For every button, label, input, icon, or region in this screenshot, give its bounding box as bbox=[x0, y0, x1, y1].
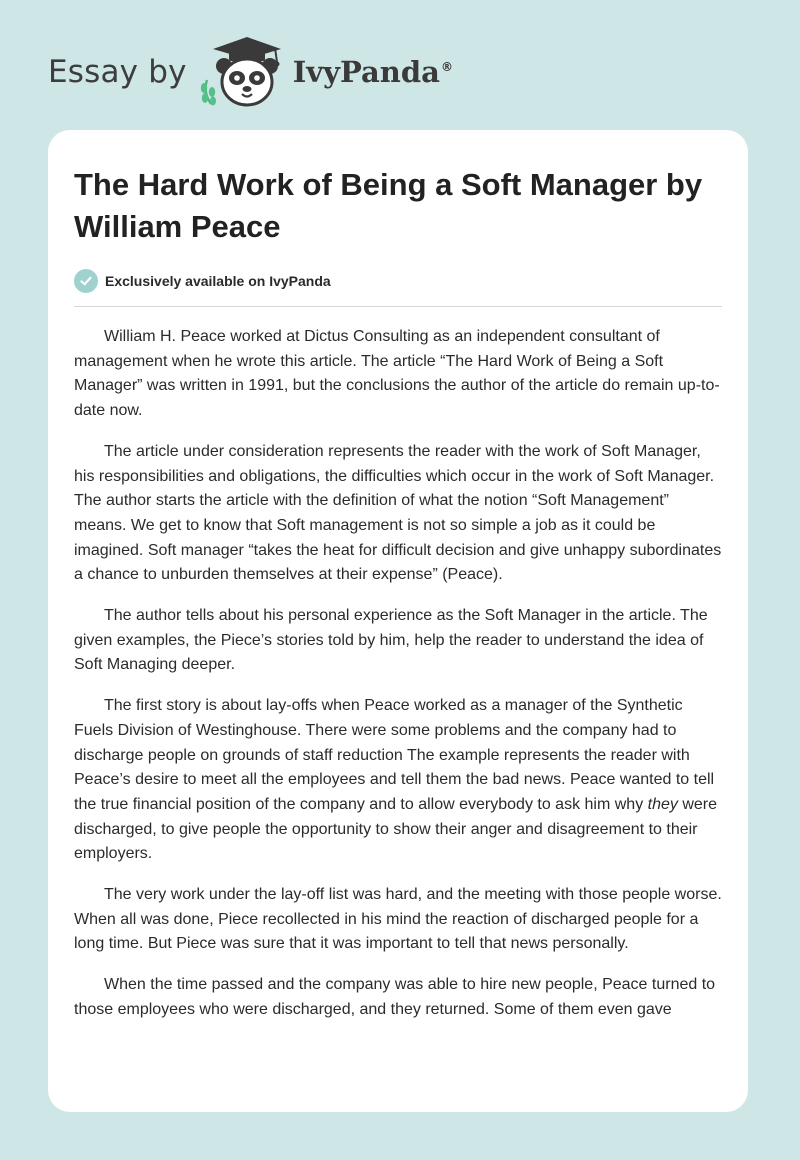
essay-card bbox=[48, 130, 748, 1112]
paragraph-6: When the time passed and the company was able to hire new people, Peace turned to those employees who were discharged, and they returned. Some of them even gave bbox=[74, 976, 716, 1018]
essay-by-label: Essay by bbox=[48, 54, 187, 90]
paragraph-4-part-1: The first story is about lay-offs when Peace worked as a manager of the Synthetic Fuels Division of Westinghouse. There were some problems and the company had to discharge people on grounds of staff reduction The example represents the reader with Peace’s desire to meet all the employees and tell them the bad news. Peace wanted to tell the true financial position of the company and to allow everybody to ask him why bbox=[74, 697, 715, 813]
check-badge-icon bbox=[74, 269, 98, 293]
brand-name[interactable] bbox=[293, 55, 453, 89]
exclusive-notice bbox=[74, 268, 722, 294]
paragraph-4-part-2: were discharged, to give people the opportunity to show their anger and disagreement to their employers. bbox=[74, 795, 718, 863]
panda-logo-icon[interactable] bbox=[199, 34, 291, 110]
site-header bbox=[48, 34, 453, 110]
paragraph-5: The very work under the lay-off list was hard, and the meeting with those people worse. When all was done, Piece recollected in his mind the reaction of discharged people for a long time. But Piece was sure that it was important to tell that news personally. bbox=[74, 886, 722, 953]
paragraph-3: The author tells about his personal experience as the Soft Manager in the article. The given examples, the Piece’s stories told by him, help the reader to understand the idea of Soft Managing deeper. bbox=[74, 607, 708, 674]
exclusive-label: Exclusively available on IvyPanda bbox=[105, 273, 331, 289]
paragraph-2: The article under consideration represents the reader with the work of Soft Manager, his responsibilities and obligations, the difficulties which occur in the work of Soft Manager. The author starts the article with the definition of what the notion “Soft Management” means. We get to know that Soft management is not so simple a job as it could be imagined. Soft manager “takes the heat for difficult decision and give unhappy subordinates a chance to unburden themselves at their expense” (Peace). bbox=[74, 442, 722, 584]
brand-name-text: IvyPanda bbox=[292, 55, 440, 89]
paragraph-1: William H. Peace worked at Dictus Consulting as an independent consultant of management when he wrote this article. The article “The Hard Work of Being a Soft Manager” was written in 1991, but the conclusions the author of the article do remain up-to-date now. bbox=[74, 328, 720, 420]
registered-mark: ® bbox=[440, 60, 453, 75]
essay-body bbox=[74, 325, 722, 1023]
title-divider bbox=[74, 306, 722, 307]
essay-title: The Hard Work of Being a Soft Manager by William Peace bbox=[74, 167, 703, 244]
paragraph-4-emphasis: they bbox=[647, 795, 678, 813]
paragraph-4 bbox=[74, 694, 722, 867]
